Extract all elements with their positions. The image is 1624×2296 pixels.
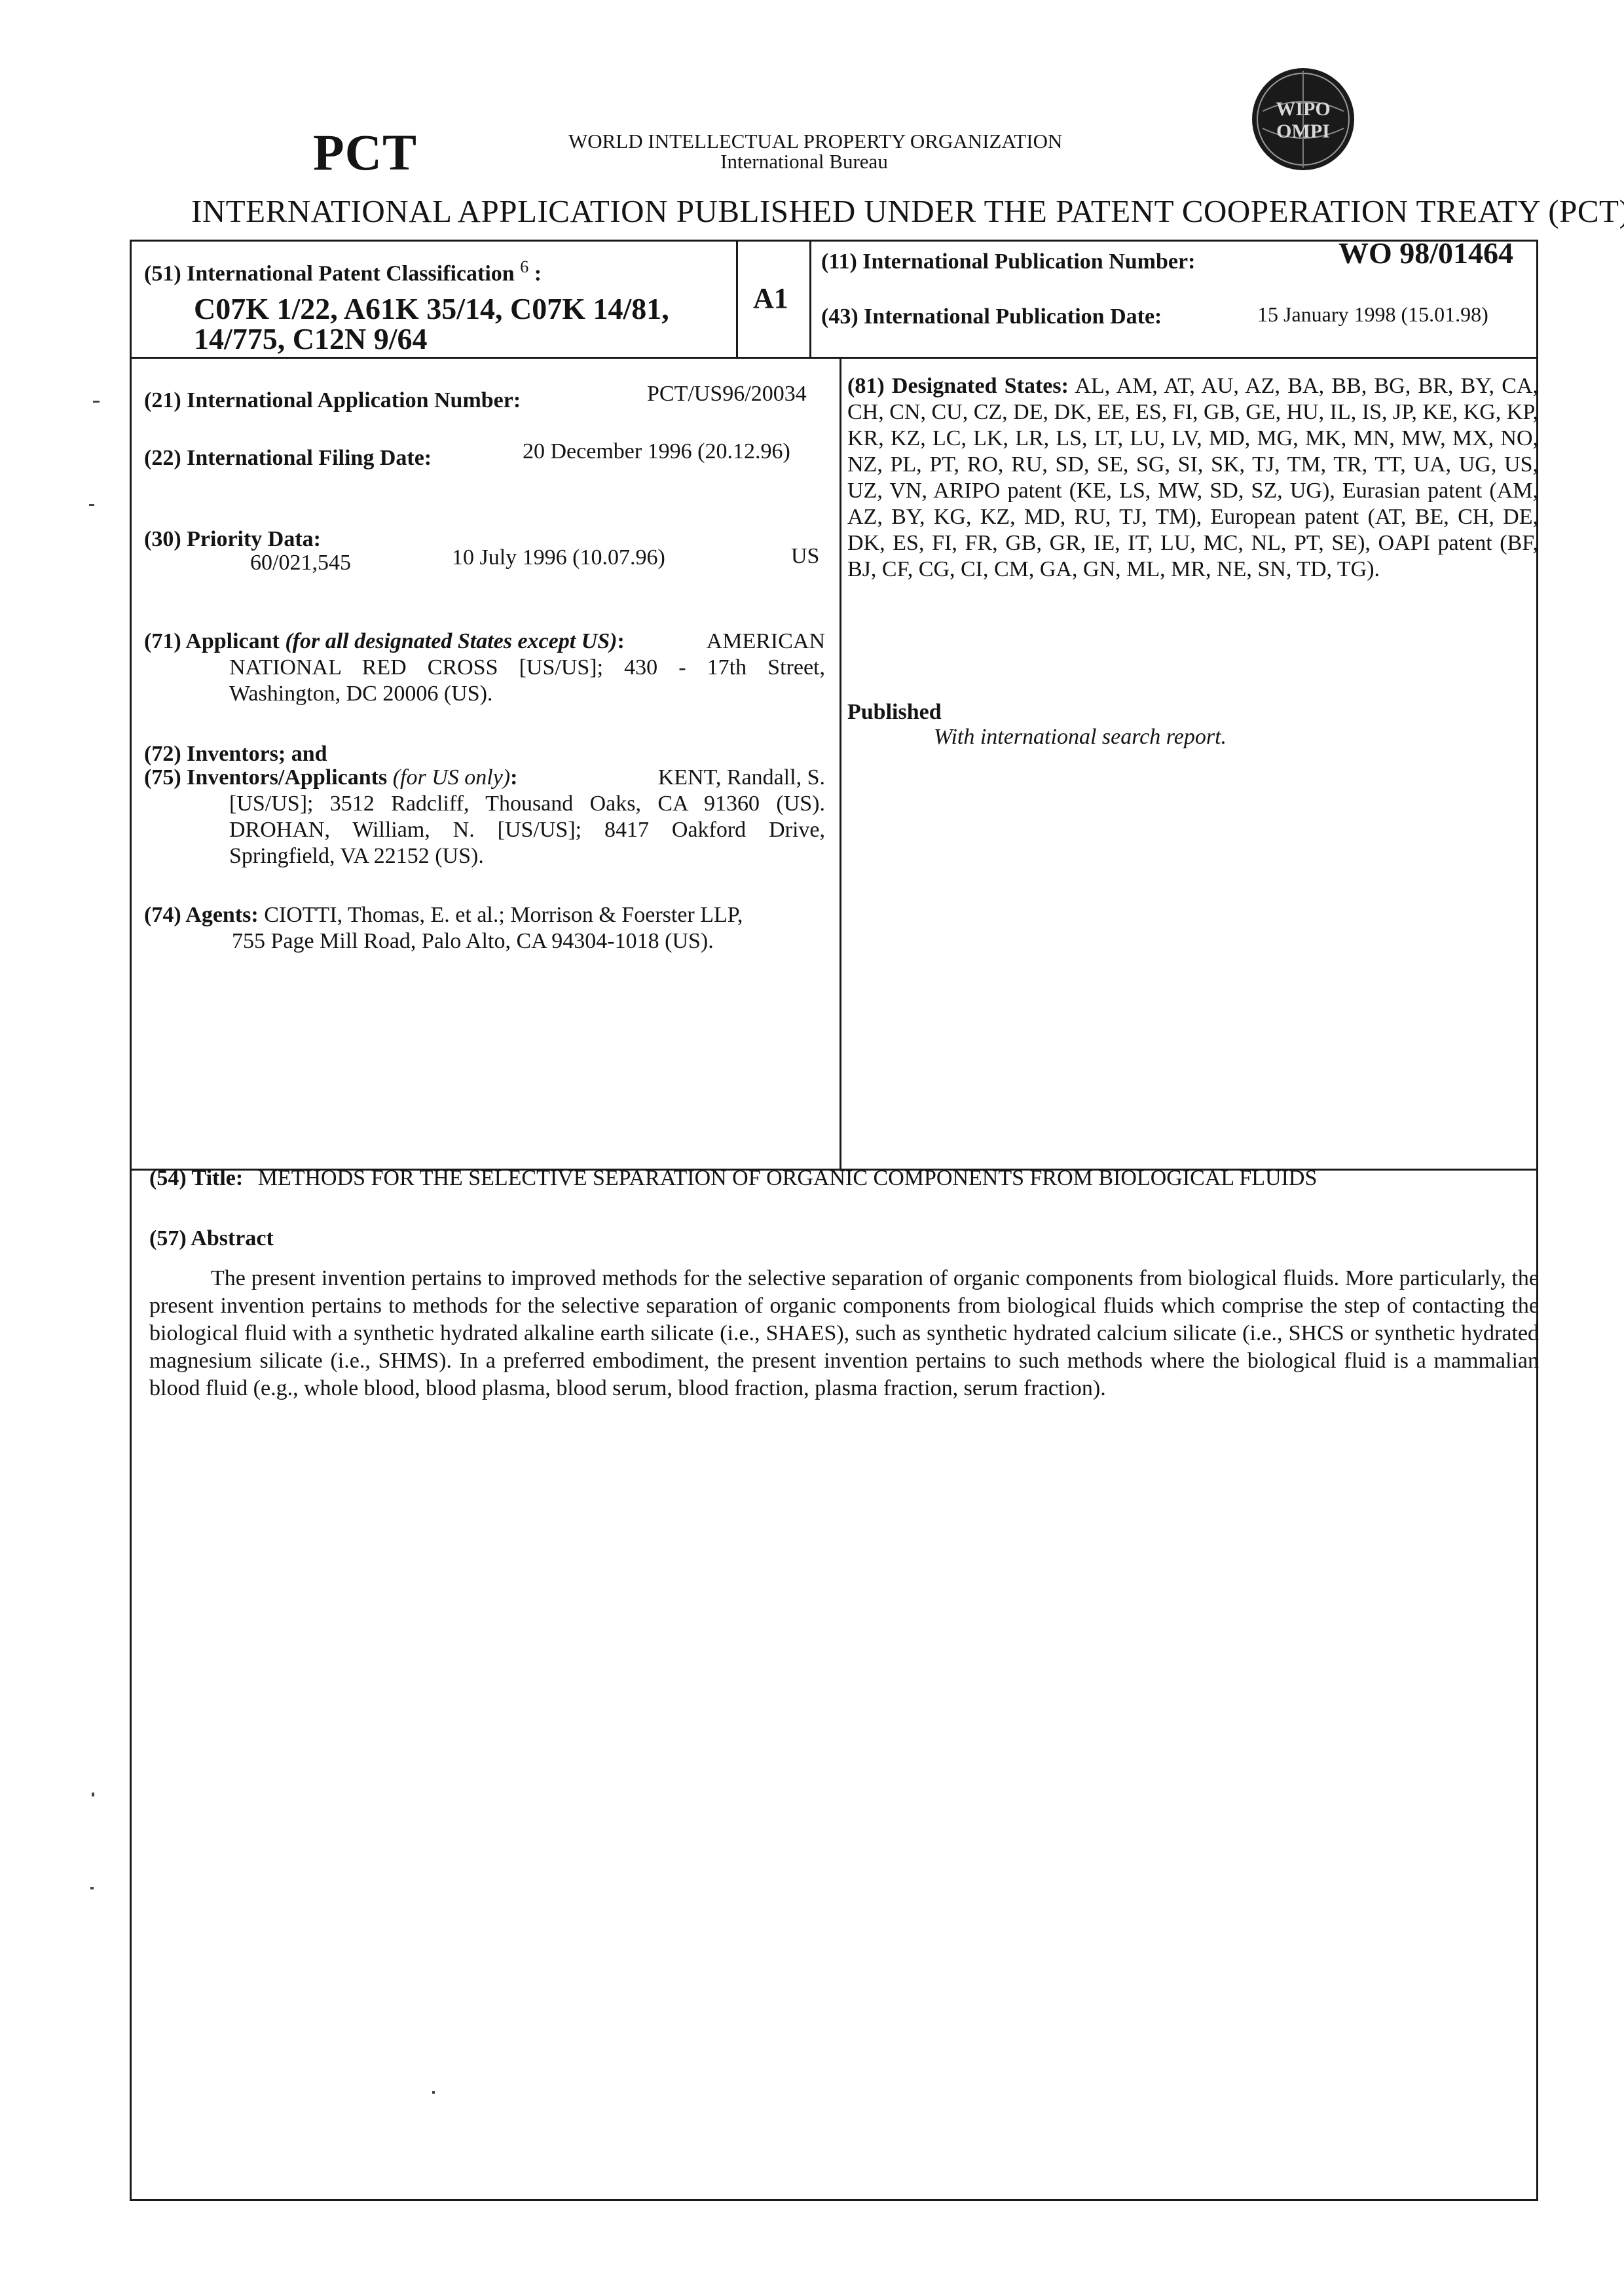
pct-heading: PCT [313,123,417,182]
invention-title: METHODS FOR THE SELECTIVE SEPARATION OF ORGANIC COMPONENTS FROM BIOLOGICAL FLUIDS [258,1166,1318,1190]
org-subtitle: International Bureau [621,151,987,172]
inventors-label: (72) Inventors; and [144,741,327,767]
inventors-colon: : [510,765,517,790]
applicant-label: (71) Applicant [144,629,280,653]
published-note: With international search report. [934,724,1227,750]
abstract-text: The present invention pertains to improved methods for the selective separation of organic components from biological fluids. More particularly, the present invention pertains to methods for the selective separation of organic components from biological fluids which comprise the step of contacting the biological fluid with a synthetic hydrated alkaline earth silicate (i.e., SHAES), such as synthetic hydrated calcium silicate (i.e., SHCS or synthetic hydrated magnesium silicate (i.e., SHMS). In a preferred embodiment, the present invention pertains to such methods where the biological fluid is a mammalian blood fluid (e.g., whole blood, blood plasma, blood serum, blood fraction, plasma fraction, serum fraction). [149,1265,1539,1402]
classification-label-text: (51) International Patent Classification [144,261,515,285]
publication-number: WO 98/01464 [1338,236,1513,271]
agents-line1 [144,902,825,928]
classification-suffix: : [534,261,542,285]
priority-number: 60/021,545 [250,550,351,576]
designated-states-label: (81) Designated States: [847,374,1069,398]
inventors-line1 [144,765,825,791]
applicant-qualifier: (for all designated States except US) [285,629,617,653]
agents-label: (74) Agents: [144,903,259,927]
inventors-line3: DROHAN, William, N. [US/US]; 8417 Oakford Drive, [229,817,825,843]
filing-date-label: (22) International Filing Date: [144,445,432,471]
svg-text:WIPO: WIPO [1276,98,1330,120]
inventors-line2: [US/US]; 3512 Radcliff, Thousand Oaks, CA 91360 (US). [229,791,825,817]
agents-name: CIOTTI, Thomas, E. et al.; Morrison & Foerster LLP, [264,903,743,927]
wipo-seal-icon [1249,65,1357,173]
classification-codes-line1: C07K 1/22, A61K 35/14, C07K 14/81, [194,293,669,325]
title-label: (54) Title: [149,1166,243,1190]
designated-states [847,373,1538,583]
classification-codes-line2: 14/775, C12N 9/64 [194,323,428,355]
inventor-kent-name: KENT, Randall, S. [658,765,825,791]
outer-bottom-border [130,2199,1538,2201]
column-divider [840,358,841,1170]
applicant-line3: Washington, DC 20006 (US). [229,681,492,707]
application-number-label: (21) International Application Number: [144,388,521,414]
filing-date: 20 December 1996 (20.12.96) [523,439,790,465]
scan-mark [89,504,94,506]
publication-date: 15 January 1998 (15.01.98) [1257,301,1488,327]
priority-date: 10 July 1996 (10.07.96) [452,545,665,571]
outer-left-border [130,240,132,2201]
document-main-title: INTERNATIONAL APPLICATION PUBLISHED UNDER THE PATENT COOPERATION TREATY (PCT) [191,192,1624,230]
svg-text:OMPI: OMPI [1276,120,1330,142]
priority-data-label: (30) Priority Data: [144,526,321,553]
scan-mark [92,1793,94,1796]
agents-line2: 755 Page Mill Road, Palo Alto, CA 94304-1018 (US). [232,928,714,955]
inventors-applicants-label: (75) Inventors/Applicants [144,765,387,790]
top-box-top-border [130,240,1538,242]
classification-edition: 6 [520,257,528,276]
header-box-bottom-border [130,357,1538,359]
title-line [149,1165,1317,1192]
application-number: PCT/US96/20034 [647,381,807,407]
scan-mark [93,401,100,403]
applicant-name-start: AMERICAN [707,629,825,655]
applicant-line1 [144,629,825,655]
classification-label [144,254,542,287]
classification-kind-divider [736,240,738,357]
applicant-colon: : [617,629,624,653]
priority-country: US [791,543,819,570]
published-label: Published [847,699,942,725]
kind-publication-divider [809,240,811,357]
publication-number-label: (11) International Publication Number: [821,249,1195,275]
abstract-label: (57) Abstract [149,1226,274,1252]
organization-name [568,131,1145,172]
scan-mark [432,2091,435,2094]
scan-mark [90,1887,94,1889]
org-name-text: WORLD INTELLECTUAL PROPERTY ORGANIZATION [568,130,1062,153]
kind-code: A1 [753,283,788,314]
applicant-line2: NATIONAL RED CROSS [US/US]; 430 - 17th Street, [229,655,825,681]
publication-date-label: (43) International Publication Date: [821,304,1162,330]
inventors-line4: Springfield, VA 22152 (US). [229,843,484,869]
designated-states-list: AL, AM, AT, AU, AZ, BA, BB, BG, BR, BY, CA, CH, CN, CU, CZ, DE, DK, EE, ES, FI, GB, GE, HU, IL, IS, JP, KE, KG, KP, KR, KZ, LC, LK, LR, LS, LT, LU, LV, MD, MG, MK, MN, MW, MX, NO, NZ, PL, PT, RO, RU, SD, SE, SG, SI, SK, TJ, TM, TR, TT, UA, UG, US, UZ, VN, ARIPO patent (KE, LS, MW, SD, SZ, UG), Eurasian patent (AM, AZ, BY, KG, KZ, MD, RU, TJ, TM), European patent (AT, BE, CH, DE, DK, ES, FI, FR, GB, GR, IE, IT, LU, MC, NL, PT, SE), OAPI patent (BF, BJ, CF, CG, CI, CM, GA, GN, ML, MR, NE, SN, TD, TG). [847,374,1538,581]
inventors-qualifier: (for US only) [393,765,510,790]
